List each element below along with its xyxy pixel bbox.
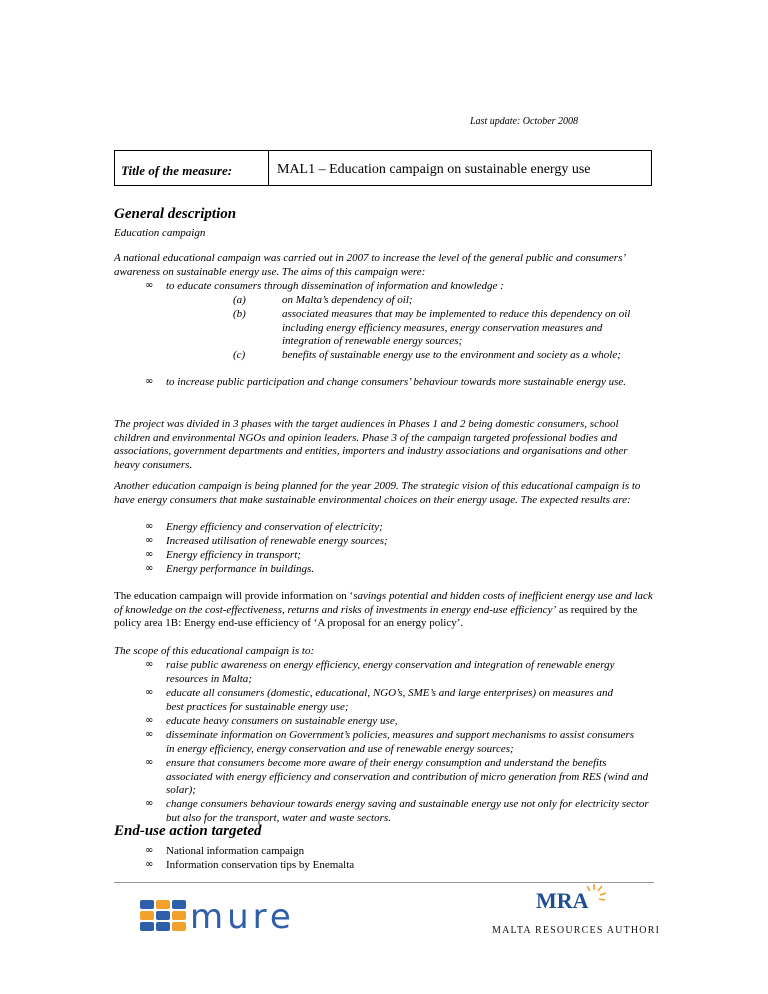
aim-bullet-2: to increase public participation and change consumers’ behaviour towards more sustainable energy use. — [166, 376, 627, 388]
bullet-glyph: ∞ — [145, 859, 154, 870]
bullet-glyph: ∞ — [145, 687, 154, 698]
mra-logo — [488, 884, 658, 940]
bullet-glyph: ∞ — [145, 521, 154, 532]
result-item: Energy performance in buildings. — [166, 563, 315, 575]
phases-paragraph: The project was divided in 3 phases with the target audiences in Phases 1 and 2 being domestic consumers, school children and environmental NGOs and opinion leaders. Phase 3 of the campaign targeted professional bodies and associations, government departments and entities, importers and industry associations and organisations and other heavy consumers. — [114, 418, 628, 471]
bullet-glyph: ∞ — [145, 798, 154, 809]
intro-paragraph: A national educational campaign was carried out in 2007 to increase the level of the general public and consumers’ awareness on sustainable energy use. The aims of this campaign were: — [114, 252, 625, 278]
sub-item-letter: (a) — [233, 294, 246, 306]
bullet-glyph: ∞ — [145, 535, 154, 546]
result-item: Energy efficiency and conservation of electricity; — [166, 521, 383, 533]
policy-paragraph — [114, 590, 654, 631]
policy-text-start: The education campaign will provide information on ‘ — [114, 590, 354, 602]
scope-intro: The scope of this educational campaign is to: — [114, 645, 315, 657]
campaign-2009-paragraph: Another education campaign is being planned for the year 2009. The strategic vision of this educational campaign is to have energy consumers that make sustainable environmental choices on their energy usage. The expected results are: — [114, 480, 641, 506]
bullet-glyph: ∞ — [145, 549, 154, 560]
measure-title-value: MAL1 – Education campaign on sustainable energy use — [277, 162, 591, 177]
sun-icon — [587, 884, 606, 900]
mra-logo-graphic — [488, 884, 658, 940]
result-item: Energy efficiency in transport; — [166, 549, 301, 561]
sub-item-letter: (b) — [233, 308, 246, 320]
sub-item-text: associated measures that may be implemented to reduce this dependency on oil including energy efficiency measures, energy conservation measures and integration of renewable energy sources; — [282, 308, 631, 348]
bullet-glyph: ∞ — [145, 280, 154, 291]
scope-item: change consumers behaviour towards energy saving and sustainable energy use not only for electricity sector but also for the transport, water and waste sectors. — [166, 798, 649, 824]
scope-item: ensure that consumers become more aware of their energy consumption and understand the benefits associated with energy efficiency and conservation and contribution of micro generation from RES (wind and solar); — [166, 757, 649, 797]
bullet-glyph: ∞ — [145, 757, 154, 768]
mure-logo — [140, 892, 330, 938]
sub-item-letter: (c) — [233, 349, 246, 361]
scope-item: disseminate information on Government’s policies, measures and support mechanisms to assist consumers in energy efficiency, energy conservation and use of renewable energy sources; — [166, 729, 635, 755]
result-item: Increased utilisation of renewable energy sources; — [166, 535, 388, 547]
mure-logo-graphic — [140, 892, 330, 938]
measure-title-table — [114, 150, 652, 186]
aim-bullet-1: to educate consumers through dissemination of information and knowledge : — [166, 280, 504, 292]
policy-text-end: as required by the policy area 1B: Energy end-use efficiency of ‘A proposal for an energy policy’. — [114, 603, 638, 630]
measure-title-label: Title of the measure: — [121, 163, 233, 178]
mure-logo-text: mure — [190, 897, 295, 937]
policy-text-quote: savings potential and hidden costs of inefficient energy use and lack of knowledge on the cost-effectiveness, returns and risks of investments in energy end-use efficiency’ — [114, 590, 653, 616]
bullet-glyph: ∞ — [145, 563, 154, 574]
end-use-heading: End-use action targeted — [114, 823, 262, 839]
scope-item: educate all consumers (domestic, educational, NGO’s, SME’s and large enterprises) on measures and best practices for sustainable energy use; — [166, 687, 613, 713]
bullet-glyph: ∞ — [145, 715, 154, 726]
last-update-text: Last update: October 2008 — [470, 116, 579, 127]
scope-item: raise public awareness on energy efficiency, energy conservation and integration of renewable energy resources in Malta; — [166, 659, 615, 685]
general-subheading: Education campaign — [114, 227, 206, 239]
sub-item-text: benefits of sustainable energy use to the environment and society as a whole; — [282, 349, 621, 361]
table-divider — [268, 151, 269, 185]
general-description-heading: General description — [114, 206, 237, 222]
mra-logo-letters: MRA — [536, 888, 589, 913]
bullet-glyph: ∞ — [145, 845, 154, 856]
scope-item: educate heavy consumers on sustainable energy use, — [166, 715, 398, 727]
end-use-item: Information conservation tips by Enemalta — [166, 859, 355, 871]
bullet-glyph: ∞ — [145, 376, 154, 387]
end-use-item: National information campaign — [166, 845, 305, 857]
bullet-glyph: ∞ — [145, 659, 154, 670]
bullet-glyph: ∞ — [145, 729, 154, 740]
mra-name: Malta Resources Authority — [492, 925, 658, 936]
sub-item-text: on Malta’s dependency of oil; — [282, 294, 413, 306]
footer-divider — [114, 882, 654, 883]
